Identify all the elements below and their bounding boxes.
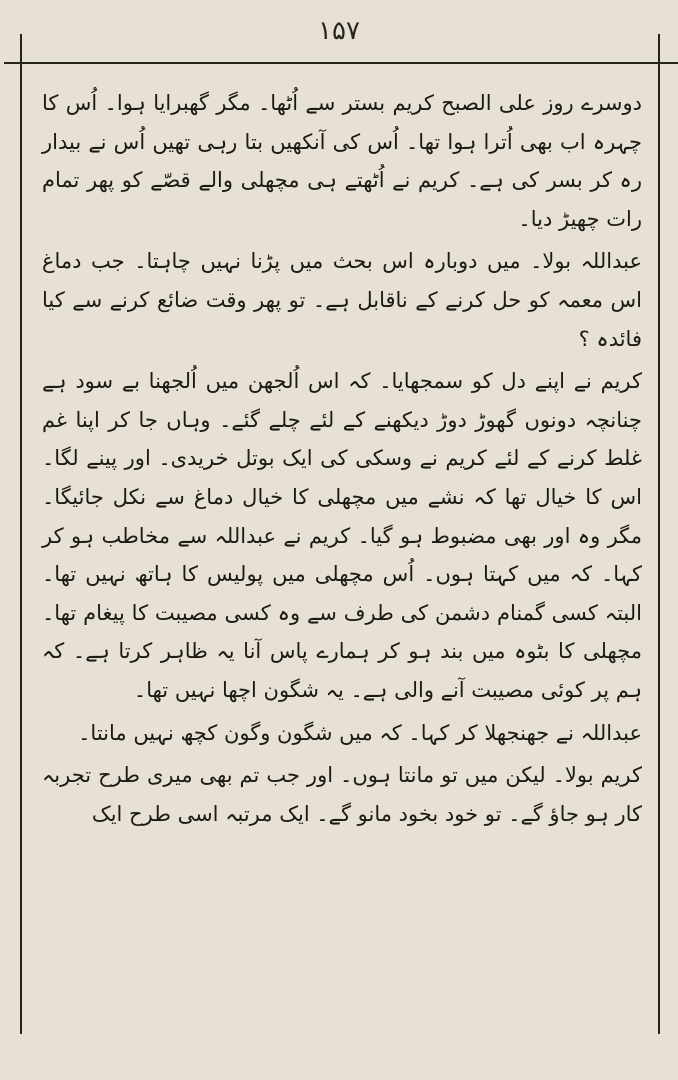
frame-top-rule bbox=[4, 62, 678, 64]
frame-right-rule bbox=[658, 34, 660, 1034]
frame-left-rule bbox=[20, 34, 22, 1034]
paragraph-2: عبداللہ بولا۔ میں دوبارہ اس بحث میں پڑنا نہیں چاہتا۔ جب دماغ اس معمہ کو حل کرنے کے ناقابل ہے۔ تو پھر وقت ضائع کرنے سے کیا فائدہ ؟ bbox=[42, 249, 642, 351]
page-number: ۱۵۷ bbox=[318, 16, 360, 46]
body-text bbox=[42, 84, 642, 837]
paragraph-4: عبداللہ نے جھنجھلا کر کہا۔ کہ میں شگون وگون کچھ نہیں مانتا۔ bbox=[78, 720, 642, 745]
paragraph-3: کریم نے اپنے دل کو سمجھایا۔ کہ اس اُلجھن میں اُلجھنا بے سود ہے چنانچہ دونوں گھوڑ دوڑ دیکھنے کے لئے چلے گئے۔ وہاں جا کر اپنا غم غلط کرنے کے لئے کریم نے وسکی کی ایک بوتل خریدی۔ اور پینے لگا۔ اس کا خیال تھا کہ نشے میں مچھلی کا خیال دماغ سے نکل جائیگا۔ مگر وہ اور بھی مضبوط ہو گیا۔ کریم نے عبداللہ سے مخاطب ہو کر کہا۔ کہ میں کہتا ہوں۔ اُس مچھلی میں پولیس کا ہاتھ نہیں تھا۔ البتہ کسی گمنام دشمن کی طرف سے وہ کسی مصیبت کا پیغام تھا۔ مچھلی کا بٹوہ میں بند ہو کر ہمارے پاس آنا یہ ظاہر کرتا ہے۔ کہ ہم پر کوئی مصیبت آنے والی ہے۔ یہ شگون اچھا نہیں تھا۔ bbox=[42, 369, 642, 702]
paragraph-5: کریم بولا۔ لیکن میں تو مانتا ہوں۔ اور جب تم بھی میری طرح تجربہ کار ہو جاؤ گے۔ تو خود بخود مانو گے۔ ایک مرتبہ اسی طرح ایک bbox=[42, 763, 642, 826]
paragraph-1: دوسرے روز علی الصبح کریم بستر سے اُٹھا۔ مگر گھبرایا ہوا۔ اُس کا چہرہ اب بھی اُترا ہوا تھا۔ اُس کی آنکھیں بتا رہی تھیں اُس نے بیدار رہ کر بسر کی ہے۔ کریم نے اُٹھتے ہی مچھلی والے قصّے کو پھر تمام رات چھیڑ دیا۔ bbox=[42, 91, 642, 231]
